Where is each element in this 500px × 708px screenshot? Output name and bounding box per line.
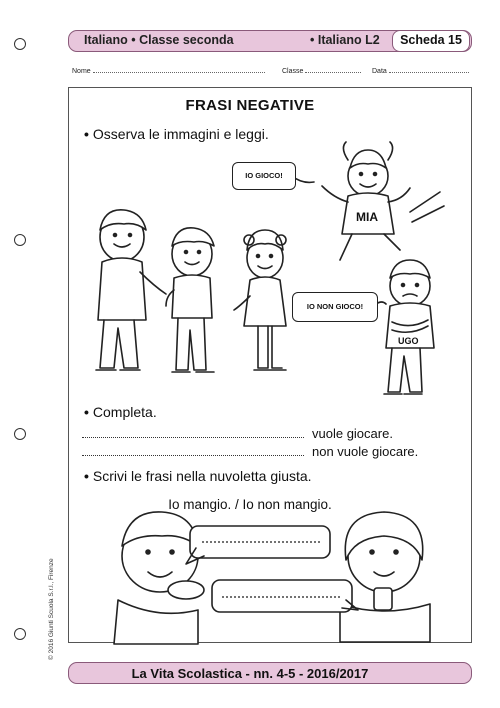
speech-bubble-non-gioco-text: IO NON GIOCO! (306, 302, 364, 311)
copyright-notice: © 2016 Giunti Scuola S.r.l., Firenze (48, 558, 55, 660)
worksheet-title: FRASI NEGATIVE (185, 97, 315, 114)
boy-left-figure (96, 210, 166, 370)
instruction-write (84, 468, 312, 484)
girl-figure (234, 230, 286, 370)
bullet-icon: • (84, 126, 89, 142)
header-subject-l2: • Italiano L2 (310, 33, 380, 47)
shirt-label-mia: MIA (356, 210, 378, 224)
class-label: Classe (282, 68, 304, 75)
speech-bubble-non-gioco (292, 292, 378, 322)
sentence-choices: Io mangio. / Io non mangio. (168, 497, 332, 512)
bullet-icon: • (84, 468, 89, 484)
complete-line-1 (82, 426, 393, 441)
bubble-right-empty (212, 580, 352, 612)
complete-blank-1[interactable] (82, 427, 304, 438)
footer-publication: La Vita Scolastica - nn. 4-5 - 2016/2017 (131, 666, 369, 681)
header-subject-class: Italiano • Classe seconda (84, 33, 234, 47)
boy-middle-figure (166, 228, 214, 372)
complete-blank-2[interactable] (82, 445, 304, 456)
complete-line-2-text: non vuole giocare. (312, 444, 419, 459)
bullet-icon: • (84, 404, 89, 420)
instruction-complete-text: Completa. (92, 404, 157, 420)
shirt-label-ugo: UGO (398, 336, 419, 346)
scheda-number: Scheda 15 (392, 30, 470, 52)
instruction-complete (84, 404, 157, 420)
speech-bubble-gioco (232, 162, 296, 190)
ugo-figure (384, 260, 434, 394)
complete-line-2 (82, 444, 418, 459)
name-label: Nome (72, 68, 91, 75)
instruction-observe-text: Osserva le immagini e leggi. (92, 126, 269, 142)
drinking-girl-figure (340, 512, 430, 642)
mia-figure (322, 142, 444, 260)
speech-bubble-gioco-text: IO GIOCO! (245, 171, 283, 180)
complete-line-1-text: vuole giocare. (312, 426, 393, 441)
instruction-write-text: Scrivi le frasi nella nuvoletta giusta. (92, 468, 312, 484)
date-label: Data (372, 68, 387, 75)
